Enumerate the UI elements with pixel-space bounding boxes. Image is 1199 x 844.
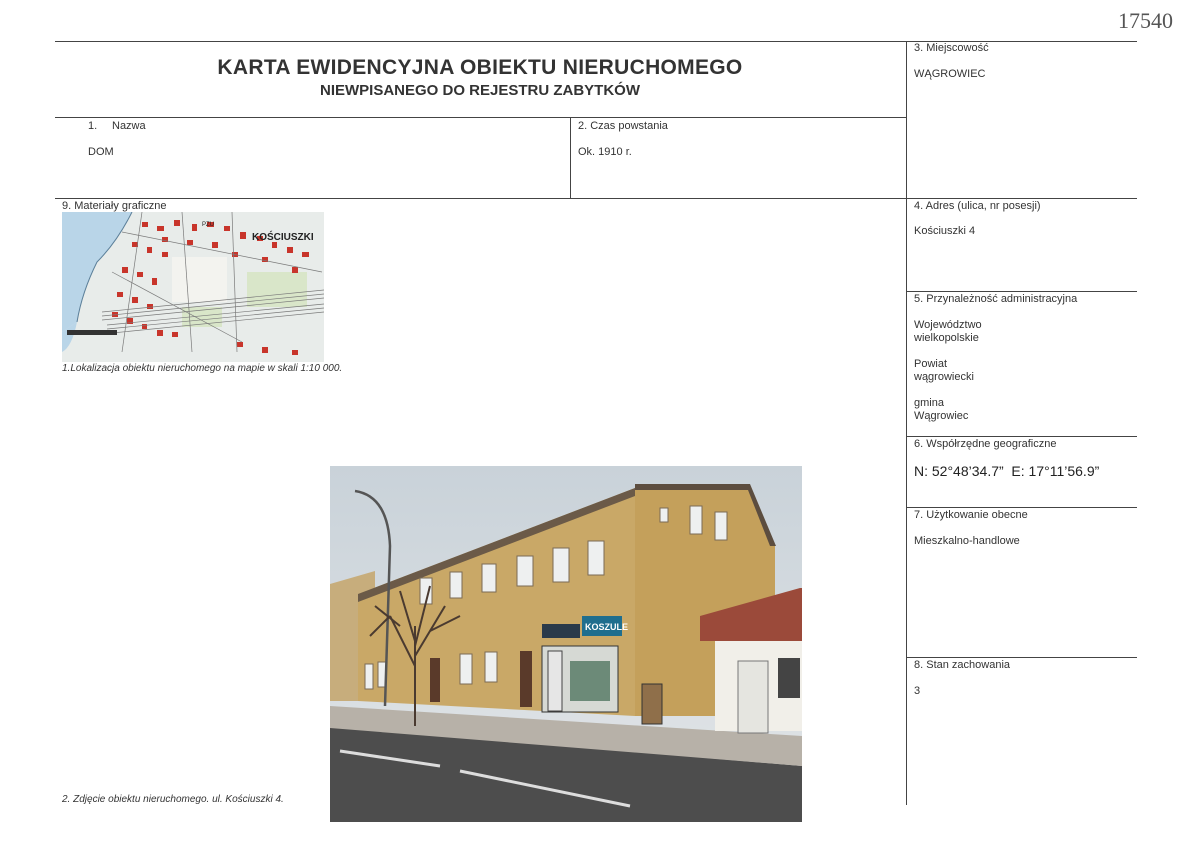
building-photo (330, 466, 802, 822)
date-label: 2. Czas powstania (578, 120, 668, 132)
usage-label: 7. Użytkowanie obecne (914, 509, 1028, 521)
col-divider-name-date (570, 117, 571, 198)
map-street-label: KOŚCIUSZKI (252, 232, 314, 243)
graphics-label: 9. Materiały graficzne (62, 200, 167, 212)
location-map (62, 212, 324, 362)
rule-admin (906, 291, 1137, 292)
commune-value: Wągrowiec (914, 410, 969, 422)
photo-caption: 2. Zdjęcie obiektu nieruchomego. ul. Kościuszki 4. (62, 794, 284, 805)
map-caption: 1.Lokalizacja obiektu nieruchomego na mapie w skali 1:10 000. (62, 363, 343, 374)
rule-coords (906, 436, 1137, 437)
commune-label: gmina (914, 397, 944, 409)
header-bottom-rule (55, 117, 906, 118)
condition-label: 8. Stan zachowania (914, 659, 1011, 671)
coords-label: 6. Współrzędne geograficzne (914, 438, 1057, 450)
usage-value: Mieszkalno-handlowe (914, 535, 1020, 547)
voivodeship-value: wielkopolskie (914, 332, 979, 344)
county-label: Powiat (914, 358, 948, 370)
date-value: Ok. 1910 r. (578, 146, 632, 158)
page-title: KARTA EWIDENCYJNA OBIEKTU NIERUCHOMEGO (217, 56, 743, 79)
voivodeship-label: Województwo (914, 319, 982, 331)
page-subtitle: NIEWPISANEGO DO REJESTRU ZABYTKÓW (319, 82, 641, 99)
condition-value: 3 (914, 685, 921, 697)
locality-value: WĄGROWIEC (914, 68, 986, 80)
rule-condition (906, 657, 1137, 658)
name-value: DOM (88, 146, 114, 158)
rule-usage (906, 507, 1137, 508)
inventory-number: 17540 (1118, 8, 1173, 33)
name-label-number: 1. (88, 120, 98, 132)
coords-value: N: 52°48’34.7” E: 17°11’56.9” (914, 463, 1100, 479)
map-pzu-label: PZU (202, 222, 214, 228)
row1-bottom-rule (55, 198, 1137, 199)
address-label: 4. Adres (ulica, nr posesji) (914, 200, 1041, 212)
name-label: Nazwa (112, 120, 146, 132)
right-column-divider (906, 41, 907, 805)
address-value: Kościuszki 4 (914, 225, 976, 237)
admin-label: 5. Przynależność administracyjna (914, 293, 1078, 305)
county-value: wągrowiecki (914, 371, 974, 383)
locality-label: 3. Miejscowość (914, 42, 989, 54)
shop-sign: KOSZULE (585, 622, 629, 632)
